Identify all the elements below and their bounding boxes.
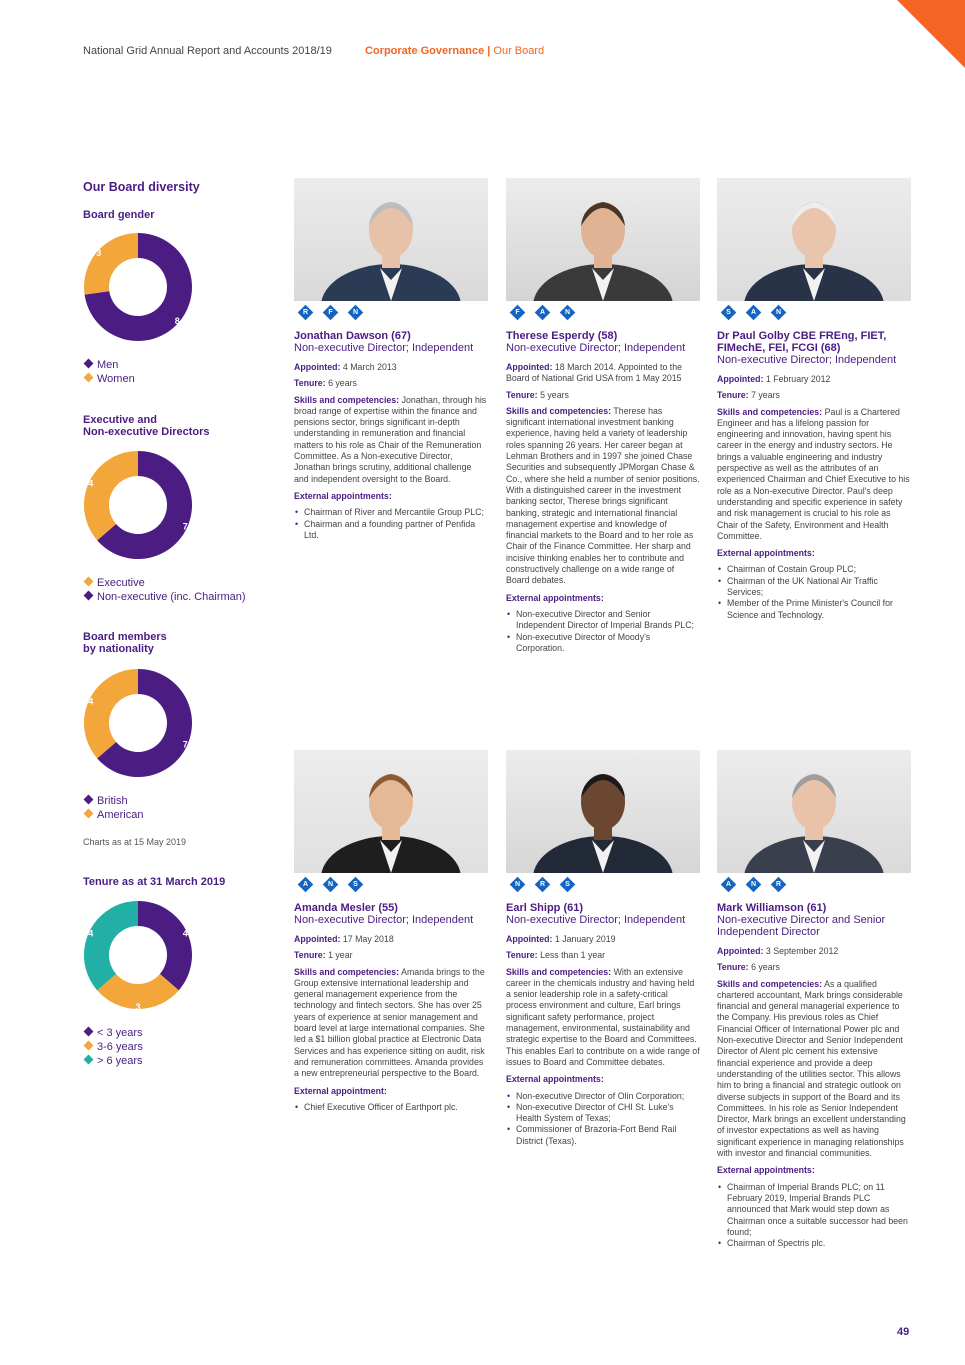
director-portrait-photo (294, 178, 488, 301)
director-name: Mark Williamson (61) (717, 902, 827, 914)
diversity-title-block (83, 180, 263, 194)
section-breadcrumb (365, 45, 544, 57)
donut-slice-american (84, 669, 138, 758)
committee-badge: A (535, 305, 551, 321)
tenure-line: Tenure: 7 years (717, 390, 780, 401)
gender-legend (83, 358, 263, 386)
committee-badge: F (323, 305, 339, 321)
appointed-value: 3 September 2012 (765, 946, 839, 956)
committee-badge: N (348, 305, 364, 321)
donut-value-label: 7 (182, 739, 188, 750)
director-role: Non-executive Director; Independent (294, 914, 474, 926)
donut-svg (83, 668, 193, 778)
donut-value-label: 7 (182, 521, 188, 532)
legend-item-3-6: 3-6 years (83, 1040, 263, 1054)
gender-title: Board gender (83, 209, 155, 221)
report-title: National Grid Annual Report and Accounts 2018/19 (83, 45, 332, 57)
director-card (506, 178, 700, 654)
breadcrumb-separator: | (487, 45, 491, 57)
director-portrait-photo (294, 750, 488, 873)
donut-svg (83, 900, 193, 1010)
committee-badge: N (323, 877, 339, 893)
appointed-value: 1 February 2012 (765, 374, 831, 384)
skills-text: Paul is a Chartered Engineer and has a lifelong passion for engineering and innovation, having spent his career in the energy and industry sectors. He brings a valuable engineering and industry perspective as well as the attributes of an experienced Chairman and Chief Executive to his role as a Non-executive Director. Paul's deep understanding and specific experience in safety and risk management is crucial to his role as Chair of the Safety, Environment and Health Committee. (717, 406, 910, 541)
external-appointment-item: • Chairman of Costain Group PLC; (727, 564, 911, 575)
donut-value-label: 8 (174, 316, 180, 327)
external-appointment-item: • Non-executive Director of Olin Corporation; (516, 1091, 700, 1102)
portrait-illustration (294, 178, 488, 301)
external-appointments-label: External appointments: (717, 1165, 815, 1176)
nationality-legend (83, 794, 263, 822)
gender-donut-chart (83, 232, 193, 342)
committee-badge: S (721, 305, 737, 321)
tenure-value: Less than 1 year (540, 950, 606, 961)
exec-title-block (83, 414, 263, 438)
director-portrait-photo (717, 750, 911, 873)
director-name: Amanda Mesler (55) (294, 902, 398, 914)
portrait-illustration (717, 750, 911, 873)
tenure-legend (83, 1026, 263, 1068)
exec-legend (83, 576, 263, 604)
appointed-value: 18 March 2014. Appointed to the Board of National Grid USA from 1 May 2015 (506, 362, 683, 384)
director-role: Non-executive Director and Senior Independent Director (717, 914, 886, 938)
director-role: Non-executive Director; Independent (506, 914, 686, 926)
skills-paragraph: Skills and competencies: Therese has significant international investment banking experience, having held a variety of leadership roles spanning 26 years. Her career began at Lehman Brothers and in 1997 she joined Chase Securities and subsequently JPMorgan Chase & Co., where she held a number of senior positions. With a distinguished career in the investment banking sector, Therese brings significant banking, strategic and international financial management expertise and knowledge of financial markets to the Board and to her role as Chair of the Finance Committee. Her sharp and incisive thinking enables her to contribute and constructively challenge on a wide range of Board debates. (506, 405, 700, 586)
tenure-value: 7 years (751, 390, 780, 401)
director-name: Jonathan Dawson (67) (294, 330, 411, 342)
external-appointment-item: • Commissioner of Brazoria-Fort Bend Rail District (Texas). (516, 1124, 700, 1147)
skills-text: As a qualified chartered accountant, Mark brings considerable financial and general managerial experience to the Company. His previous roles as Chief Financial Officer of International Power plc and Non-executive Director and Senior Independent Director of Alent plc cement his extensive financial experience and provide a deep understanding of the utilities sector. This allows him to bring a financial and strategic outlook on diverse subjects in support of the Board and its Committees. In his role as Senior Independent Director, Mark brings an excellent understanding of investor expectations as well as having significant experience in managing relationships with investor and financial communities. (717, 978, 906, 1159)
committee-badge: S (560, 877, 576, 893)
committee-badge: F (510, 305, 526, 321)
committee-badges (512, 878, 700, 894)
donut-slice-women (84, 233, 138, 295)
skills-text: With an extensive career in the chemicals industry and having held a senior leadership role in a safety-critical process environment and culture, Earl brings significant safety performance, project management, environmental, sustainability and strategic expertise to the Board and Committees. This enables Earl to contribute on a wide range of issues to Board and Committee debates. (506, 966, 700, 1067)
tenure-value: 6 years (751, 962, 780, 973)
external-appointment-item: • Chairman of Spectris plc. (727, 1238, 911, 1249)
section-title: Corporate Governance (365, 45, 485, 57)
portrait-illustration (506, 178, 700, 301)
donut-slice-3-years (138, 901, 192, 990)
director-card (717, 178, 911, 621)
skills-text: Amanda brings to the Group extensive international leadership and general management experience from the technology and fintech sectors. She has over 25 years of experience at senior management and board level at large international companies. She led a $1 billion global practice at Electronic Data Services and has experience sitting on audit, risk and remuneration committees. Amanda provides a new entrepreneurial perspective to the Board. (294, 966, 485, 1079)
legend-item-men: Men (83, 358, 263, 372)
donut-slice-6-years (84, 901, 138, 990)
external-appointments-list (294, 1102, 488, 1113)
legend-item-women: Women (83, 372, 263, 386)
portrait-illustration (506, 750, 700, 873)
committee-badge: N (510, 877, 526, 893)
director-card (717, 750, 911, 1249)
portrait-illustration (294, 750, 488, 873)
appointed-value: 1 January 2019 (554, 934, 616, 944)
tenure-line: Tenure: 1 year (294, 950, 353, 961)
committee-badges (723, 306, 911, 322)
tenure-line: Tenure: 6 years (294, 378, 357, 389)
appointed-line: Appointed: 17 May 2018 (294, 934, 394, 944)
external-appointments-label: External appointments: (717, 548, 815, 559)
donut-svg (83, 450, 193, 560)
legend-item-british: British (83, 794, 263, 808)
director-portrait-photo (506, 750, 700, 873)
committee-badges (723, 878, 911, 894)
legend-item-non-executive: Non-executive (inc. Chairman) (83, 590, 263, 604)
committee-badges (300, 878, 488, 894)
tenure-value: 5 years (540, 389, 569, 400)
legend-item-american: American (83, 808, 263, 822)
external-appointment-item: • Chief Executive Officer of Earthport plc. (304, 1102, 488, 1113)
skills-paragraph: Skills and competencies: As a qualified chartered accountant, Mark brings considerable financial and general managerial experience to the Company. His previous roles as Chief Financial Officer of International Power plc and Non-executive Director and Senior Independent Director of Alent plc cement his extensive financial experience and provide a deep understanding of the utilities sector. This allows him to bring a financial and strategic outlook on diverse subjects in support of the Board and its Committees. In his role as Senior Independent Director, Mark brings an excellent understanding of investor expectations as well as having significant experience in managing relationships with investor and financial communities. (717, 978, 906, 1159)
diversity-title: Our Board diversity (83, 180, 200, 194)
director-name: Dr Paul Golby CBE FREng, FIET, FIMechE, FEI, FCGI (68) (717, 330, 887, 354)
external-appointments-label: External appointments: (506, 592, 604, 603)
donut-value-label: 4 (88, 928, 94, 939)
director-card (294, 750, 488, 1113)
appointed-value: 17 May 2018 (342, 934, 394, 944)
nationality-title-line1: Board members (83, 631, 167, 643)
tenure-line: Tenure: 5 years (506, 389, 569, 400)
skills-text: Jonathan, through his broad range of expertise within the finance and pensions sector, brings significant in-depth understanding in remuneration and financial matters to his role as Chair of the Remuneration Committee. As a Non-executive Director, Jonathan brings scrutiny, additional challenge and independent oversight to the Board. (294, 394, 487, 484)
director-portrait-photo (717, 178, 911, 301)
appointed-line: Appointed: 1 February 2012 (717, 374, 831, 384)
director-portrait-photo (506, 178, 700, 301)
nationality-donut-chart (83, 668, 193, 778)
exec-title-line2: Non-executive Directors (83, 426, 210, 438)
external-appointment-item: • Non-executive Director and Senior Independent Director of Imperial Brands PLC; (516, 609, 700, 632)
skills-paragraph: Skills and competencies: Jonathan, through his broad range of expertise within the finance and pensions sector, brings significant in-depth understanding in remuneration and financial matters to his role as Chair of the Remuneration Committee. As a Non-executive Director, Jonathan brings scrutiny, additional challenge and independent oversight to the Board. (294, 394, 487, 484)
donut-value-label: 4 (88, 696, 94, 707)
committee-badge: N (771, 305, 787, 321)
committee-badge: A (746, 305, 762, 321)
external-appointments-label: External appointment: (294, 1085, 387, 1096)
skills-paragraph: Skills and competencies: With an extensive career in the chemicals industry and having held a senior leadership role in a safety-critical process environment and culture, Earl brings significant safety performance, project management, environmental, sustainability and strategic expertise to the Board and Committees. This enables Earl to contribute on a wide range of issues to Board and Committee debates. (506, 966, 700, 1067)
director-role: Non-executive Director; Independent (506, 342, 686, 354)
portrait-illustration (717, 178, 911, 301)
committee-badge: N (560, 305, 576, 321)
external-appointment-item: • Chairman and a founding partner of Penfida Ltd. (304, 519, 488, 542)
committee-badges (300, 306, 488, 322)
donut-value-label: 4 (182, 928, 188, 939)
donut-value-label: 4 (88, 478, 94, 489)
exec-title-line1: Executive and (83, 414, 157, 426)
subsection-title: Our Board (493, 45, 545, 57)
donut-slice-executive (84, 451, 138, 540)
appointed-line: Appointed: 1 January 2019 (506, 934, 616, 944)
director-card (294, 178, 488, 541)
committee-badge: N (746, 877, 762, 893)
tenure-value: 1 year (328, 950, 353, 961)
charts-date-note: Charts as at 15 May 2019 (83, 837, 187, 847)
tenure-title: Tenure as at 31 March 2019 (83, 876, 226, 888)
nationality-title-block (83, 631, 263, 655)
donut-value-label: 3 (135, 1001, 141, 1010)
external-appointment-item: • Non-executive Director of CHI St. Luke's Health System of Texas; (516, 1102, 700, 1125)
committee-badge: A (298, 877, 314, 893)
committee-badge: R (535, 877, 551, 893)
nationality-title-line2: by nationality (83, 643, 154, 655)
tenure-donut-chart (83, 900, 193, 1010)
appointed-value: 4 March 2013 (342, 362, 397, 372)
corner-accent (897, 0, 965, 68)
external-appointments-list (506, 1091, 700, 1147)
director-name: Therese Esperdy (58) (506, 330, 618, 342)
legend-item-over-6: > 6 years (83, 1054, 263, 1068)
external-appointment-item: • Chairman of Imperial Brands PLC; on 11 February 2019, Imperial Brands PLC announced that Mark would step down as Chairman once a suitable successor had been found; (727, 1182, 911, 1238)
committee-badge: A (721, 877, 737, 893)
external-appointment-item: • Chairman of the UK National Air Traffic Services; (727, 576, 911, 599)
appointed-line: Appointed: 3 September 2012 (717, 946, 839, 956)
director-role: Non-executive Director; Independent (717, 354, 897, 366)
external-appointments-list (717, 564, 911, 620)
director-name: Earl Shipp (61) (506, 902, 584, 914)
committee-badge: R (771, 877, 787, 893)
tenure-title-block (83, 876, 263, 888)
external-appointment-item: • Member of the Prime Minister's Council for Science and Technology. (727, 598, 911, 621)
page-number: 49 (897, 1326, 910, 1338)
exec-donut-chart (83, 450, 193, 560)
external-appointments-list (294, 507, 488, 541)
appointed-line: Appointed: 4 March 2013 (294, 362, 397, 372)
gender-title-block (83, 209, 263, 221)
tenure-value: 6 years (328, 378, 357, 389)
director-role: Non-executive Director; Independent (294, 342, 474, 354)
external-appointment-item: • Non-executive Director of Moody's Corporation. (516, 632, 700, 655)
skills-text: Therese has significant international investment banking experience, having held a variety of leadership roles spanning 26 years. Her career began at Lehman Brothers and in 1997 she joined Chase Securities and subsequently JPMorgan Chase & Co., where she held a number of senior positions. With a distinguished career in the investment banking sector, Therese brings significant banking, strategic and international financial management expertise and knowledge of financial markets to the Board and to her role as Chair of the Finance Committee. Her sharp and incisive thinking enables her to contribute and constructively challenge on a wide range of Board debates. (506, 405, 700, 586)
external-appointments-label: External appointments: (506, 1074, 604, 1085)
external-appointments-list (717, 1182, 911, 1250)
director-card (506, 750, 700, 1147)
tenure-line: Tenure: 6 years (717, 962, 780, 973)
skills-paragraph: Skills and competencies: Paul is a Chartered Engineer and has a lifelong passion for engineering and innovation, having spent his career in the energy and industry sectors. He brings a valuable engineering and industry perspective as well as the attributes of an experienced Chairman and Chief Executive to his role as a Non-executive Director. Paul's deep understanding and specific experience in safety and risk management is crucial to his role as Chair of the Safety, Environment and Health Committee. (717, 406, 910, 541)
skills-paragraph: Skills and competencies: Amanda brings to the Group extensive international leadership and general management experience from the technology and fintech sectors. She has over 25 years of experience at senior management and board level at large international companies. She led a $1 billion global practice at Electronic Data Services and has experience sitting on audit, risk and remuneration committees. Amanda provides a new entrepreneurial perspective to the Board. (294, 966, 485, 1079)
legend-item-executive: Executive (83, 576, 263, 590)
committee-badge: R (298, 305, 314, 321)
external-appointment-item: • Chairman of River and Mercantile Group PLC; (304, 507, 488, 518)
external-appointments-label: External appointments: (294, 490, 392, 501)
external-appointments-list (506, 609, 700, 654)
committee-badge: S (348, 877, 364, 893)
legend-item-under-3: < 3 years (83, 1026, 263, 1040)
appointed-line: Appointed: 18 March 2014. Appointed to the Board of National Grid USA from 1 May 2015 (506, 362, 683, 384)
tenure-line: Tenure: Less than 1 year (506, 950, 606, 961)
committee-badges (512, 306, 700, 322)
donut-value-label: 3 (96, 247, 102, 258)
donut-svg (83, 232, 193, 342)
